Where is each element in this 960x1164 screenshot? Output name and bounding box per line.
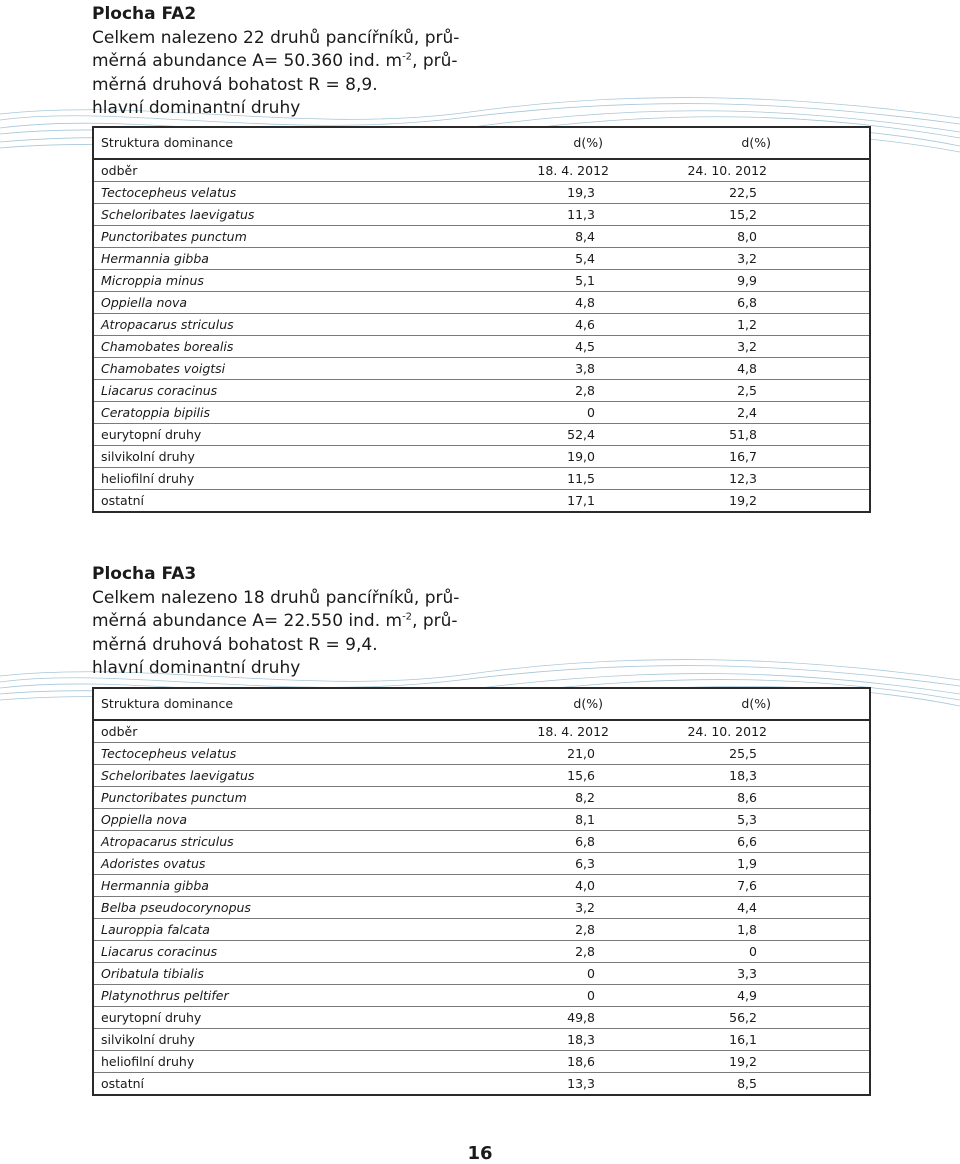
- row-d2-value-cell: 5,3: [629, 809, 870, 831]
- header-d1-cell: d(%): [438, 688, 629, 720]
- row-name-cell: heliofilní druhy: [93, 468, 438, 490]
- table-row: [93, 380, 870, 402]
- row-d2-value-cell: 1,9: [629, 853, 870, 875]
- row-d2-value-cell: 7,6: [629, 875, 870, 897]
- fa3-summary-line-1: Celkem nalezeno 18 druhů pancířníků, prů-: [92, 587, 460, 608]
- row-name-cell: Atropacarus striculus: [93, 831, 438, 853]
- fa3-abundance-text: měrná abundance A= 22.550 ind. m: [92, 611, 403, 631]
- row-d1-value-cell: 8,4: [438, 226, 629, 248]
- fa3-summary-line-3: měrná druhová bohatost R = 9,4.: [92, 634, 378, 655]
- fa2-unit-exponent: -2: [402, 51, 413, 63]
- fa3-unit-exponent: -2: [402, 611, 413, 623]
- row-name-cell: silvikolní druhy: [93, 1029, 438, 1051]
- sampling-date-2-cell: 24. 10. 2012: [629, 720, 870, 743]
- row-d1-value-cell: 5,1: [438, 270, 629, 292]
- row-d2-value-cell: 12,3: [629, 468, 870, 490]
- header-structure-cell: Struktura dominance: [93, 688, 438, 720]
- row-d2-value-cell: 4,9: [629, 985, 870, 1007]
- row-d2-value-cell: 6,6: [629, 831, 870, 853]
- row-name-cell: Chamobates voigtsi: [93, 358, 438, 380]
- header-d1-cell: d(%): [438, 127, 629, 159]
- sampling-label-cell: odběr: [93, 159, 438, 182]
- row-d2-value-cell: 1,2: [629, 314, 870, 336]
- row-d2-value-cell: 18,3: [629, 765, 870, 787]
- row-d2-value-cell: 3,2: [629, 248, 870, 270]
- fa3-summary-line-2: [92, 610, 459, 634]
- row-d1-value-cell: 49,8: [438, 1007, 629, 1029]
- table-row: [93, 919, 870, 941]
- row-name-cell: Tectocepheus velatus: [93, 743, 438, 765]
- row-d2-value-cell: 56,2: [629, 1007, 870, 1029]
- table-row: [93, 1029, 870, 1051]
- row-name-cell: Tectocepheus velatus: [93, 182, 438, 204]
- row-name-cell: Microppia minus: [93, 270, 438, 292]
- row-name-cell: Hermannia gibba: [93, 875, 438, 897]
- row-d1-value-cell: 4,0: [438, 875, 629, 897]
- row-d1-value-cell: 6,3: [438, 853, 629, 875]
- row-d1-value-cell: 0: [438, 963, 629, 985]
- row-name-cell: eurytopní druhy: [93, 1007, 438, 1029]
- table-row: [93, 1007, 870, 1029]
- row-d1-value-cell: 2,8: [438, 919, 629, 941]
- header-d2-cell: d(%): [629, 688, 870, 720]
- row-d2-value-cell: 8,6: [629, 787, 870, 809]
- sampling-date-2-cell: 24. 10. 2012: [629, 159, 870, 182]
- table-row: [93, 875, 870, 897]
- fa3-heading: [92, 563, 459, 681]
- table-row: [93, 358, 870, 380]
- table-row: [93, 1073, 870, 1096]
- row-name-cell: Belba pseudocorynopus: [93, 897, 438, 919]
- row-d2-value-cell: 25,5: [629, 743, 870, 765]
- row-d1-value-cell: 18,6: [438, 1051, 629, 1073]
- row-name-cell: Scheloribates laevigatus: [93, 204, 438, 226]
- row-name-cell: Punctoribates punctum: [93, 787, 438, 809]
- table-row: [93, 402, 870, 424]
- table-row: [93, 490, 870, 513]
- table-row: [93, 787, 870, 809]
- sampling-date-1-cell: 18. 4. 2012: [438, 720, 629, 743]
- table-row: [93, 985, 870, 1007]
- row-name-cell: Lauroppia falcata: [93, 919, 438, 941]
- row-d1-value-cell: 4,5: [438, 336, 629, 358]
- fa2-summary-line-2-end: , prů-: [412, 51, 458, 71]
- row-d1-value-cell: 6,8: [438, 831, 629, 853]
- table-row: [93, 446, 870, 468]
- table-row: [93, 831, 870, 853]
- row-d2-value-cell: 8,0: [629, 226, 870, 248]
- row-d1-value-cell: 0: [438, 985, 629, 1007]
- table-row: [93, 336, 870, 358]
- row-d2-value-cell: 6,8: [629, 292, 870, 314]
- table-row: [93, 468, 870, 490]
- table-row: [93, 1051, 870, 1073]
- row-d1-value-cell: 2,8: [438, 941, 629, 963]
- row-name-cell: Liacarus coracinus: [93, 380, 438, 402]
- fa2-heading: [92, 3, 459, 121]
- row-name-cell: Hermannia gibba: [93, 248, 438, 270]
- row-d1-value-cell: 0: [438, 402, 629, 424]
- fa2-summary-line-1: Celkem nalezeno 22 druhů pancířníků, prů-: [92, 27, 460, 48]
- header-d2-cell: d(%): [629, 127, 870, 159]
- fa3-title: Plocha FA3: [92, 564, 197, 584]
- row-name-cell: Ceratoppia bipilis: [93, 402, 438, 424]
- fa2-abundance-text: měrná abundance A= 50.360 ind. m: [92, 51, 403, 71]
- row-d1-value-cell: 8,1: [438, 809, 629, 831]
- row-d2-value-cell: 9,9: [629, 270, 870, 292]
- table-row: [93, 204, 870, 226]
- table-row: [93, 809, 870, 831]
- fa3-dominance-table: [92, 687, 871, 1096]
- row-name-cell: ostatní: [93, 490, 438, 513]
- fa2-title: Plocha FA2: [92, 4, 197, 24]
- row-name-cell: heliofilní druhy: [93, 1051, 438, 1073]
- row-d2-value-cell: 4,8: [629, 358, 870, 380]
- table-row: [93, 765, 870, 787]
- row-name-cell: Punctoribates punctum: [93, 226, 438, 248]
- table-header-row: [93, 127, 870, 159]
- table-row: [93, 270, 870, 292]
- row-name-cell: eurytopní druhy: [93, 424, 438, 446]
- table-row: [93, 292, 870, 314]
- row-name-cell: Atropacarus striculus: [93, 314, 438, 336]
- row-d2-value-cell: 22,5: [629, 182, 870, 204]
- table-row: [93, 226, 870, 248]
- table-row: [93, 941, 870, 963]
- row-d1-value-cell: 13,3: [438, 1073, 629, 1096]
- fa2-summary-line-3: měrná druhová bohatost R = 8,9.: [92, 74, 378, 95]
- row-name-cell: Liacarus coracinus: [93, 941, 438, 963]
- row-d2-value-cell: 19,2: [629, 490, 870, 513]
- fa2-summary-line-2: [92, 50, 459, 74]
- row-d1-value-cell: 52,4: [438, 424, 629, 446]
- fa2-table-body: [93, 127, 870, 512]
- row-d2-value-cell: 51,8: [629, 424, 870, 446]
- row-name-cell: Oppiella nova: [93, 809, 438, 831]
- row-d1-value-cell: 4,6: [438, 314, 629, 336]
- sampling-date-row: [93, 720, 870, 743]
- row-d1-value-cell: 11,5: [438, 468, 629, 490]
- row-d2-value-cell: 19,2: [629, 1051, 870, 1073]
- row-d1-value-cell: 19,0: [438, 446, 629, 468]
- row-name-cell: Scheloribates laevigatus: [93, 765, 438, 787]
- table-row: [93, 424, 870, 446]
- row-name-cell: Adoristes ovatus: [93, 853, 438, 875]
- table-row: [93, 248, 870, 270]
- row-d2-value-cell: 3,3: [629, 963, 870, 985]
- fa2-subheading: hlavní dominantní druhy: [92, 98, 301, 118]
- row-d1-value-cell: 21,0: [438, 743, 629, 765]
- table-row: [93, 182, 870, 204]
- row-d1-value-cell: 3,2: [438, 897, 629, 919]
- row-d1-value-cell: 8,2: [438, 787, 629, 809]
- row-d1-value-cell: 17,1: [438, 490, 629, 513]
- fa3-subheading: hlavní dominantní druhy: [92, 658, 301, 678]
- row-d2-value-cell: 0: [629, 941, 870, 963]
- table-row: [93, 897, 870, 919]
- table-header-row: [93, 688, 870, 720]
- row-name-cell: Oribatula tibialis: [93, 963, 438, 985]
- row-d1-value-cell: 18,3: [438, 1029, 629, 1051]
- header-structure-cell: Struktura dominance: [93, 127, 438, 159]
- row-d1-value-cell: 11,3: [438, 204, 629, 226]
- table-row: [93, 963, 870, 985]
- row-d1-value-cell: 15,6: [438, 765, 629, 787]
- table-row: [93, 314, 870, 336]
- row-d2-value-cell: 3,2: [629, 336, 870, 358]
- sampling-date-1-cell: 18. 4. 2012: [438, 159, 629, 182]
- row-name-cell: Oppiella nova: [93, 292, 438, 314]
- sampling-label-cell: odběr: [93, 720, 438, 743]
- row-d1-value-cell: 3,8: [438, 358, 629, 380]
- row-d1-value-cell: 4,8: [438, 292, 629, 314]
- row-d2-value-cell: 2,5: [629, 380, 870, 402]
- row-d2-value-cell: 1,8: [629, 919, 870, 941]
- row-name-cell: silvikolní druhy: [93, 446, 438, 468]
- row-d1-value-cell: 5,4: [438, 248, 629, 270]
- row-d2-value-cell: 4,4: [629, 897, 870, 919]
- table-row: [93, 853, 870, 875]
- page-number: 16: [467, 1143, 493, 1164]
- row-d2-value-cell: 16,1: [629, 1029, 870, 1051]
- row-name-cell: ostatní: [93, 1073, 438, 1096]
- sampling-date-row: [93, 159, 870, 182]
- row-d2-value-cell: 8,5: [629, 1073, 870, 1096]
- row-d2-value-cell: 2,4: [629, 402, 870, 424]
- row-name-cell: Chamobates borealis: [93, 336, 438, 358]
- row-d2-value-cell: 16,7: [629, 446, 870, 468]
- fa3-summary-line-2-end: , prů-: [412, 611, 458, 631]
- fa3-table-body: [93, 688, 870, 1095]
- table-row: [93, 743, 870, 765]
- row-d1-value-cell: 19,3: [438, 182, 629, 204]
- fa2-dominance-table: [92, 126, 871, 513]
- row-name-cell: Platynothrus peltifer: [93, 985, 438, 1007]
- row-d1-value-cell: 2,8: [438, 380, 629, 402]
- row-d2-value-cell: 15,2: [629, 204, 870, 226]
